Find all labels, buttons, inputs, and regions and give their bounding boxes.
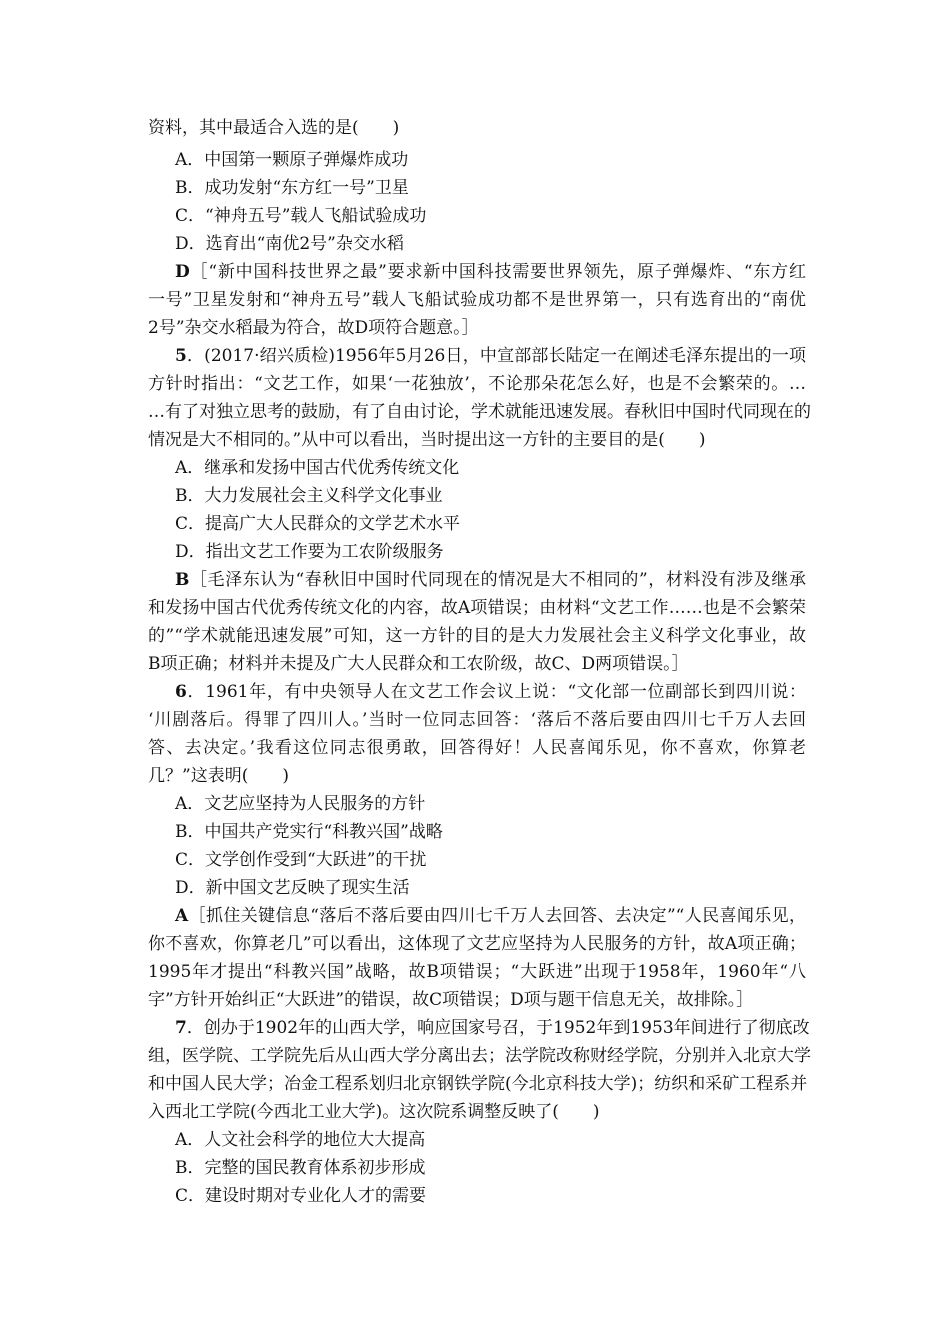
question-5-answer: B［毛泽东认为“春秋旧中国时代同现在的情况是大不相同的”，材料没有涉及继承 [175,570,806,590]
question-6-stem: ‘川剧落后。得罪了四川人。’当时一位同志回答：‘落后不落后要由四川七千万人去回 [148,710,806,730]
question-7-option-b: B．完整的国民教育体系初步形成 [175,1158,426,1178]
answer-letter: B [175,570,190,590]
question-4-explanation: 2号”杂交水稻最为符合，故D项符合题意。］ [148,318,479,338]
question-6-option-a: A．文艺应坚持为人民服务的方针 [175,794,426,814]
question-7-option-c: C．建设时期对专业化人才的需要 [175,1186,427,1206]
question-5-explanation: 的”“学术就能迅速发展”可知，这一方针的目的是大力发展社会主义科学文化事业，故 [148,626,806,646]
answer-letter: A [175,906,189,926]
question-number: 5 [175,346,187,366]
question-7-stem: 组，医学院、工学院先后从山西大学分离出去；法学院改称财经学院，分别并入北京大学 [148,1046,811,1066]
question-number: 6 [175,682,187,702]
question-5-option-a: A．继承和发扬中国古代优秀传统文化 [175,458,460,478]
question-4-explanation: 一号”卫星发射和“神舟五号”载人飞船试验成功都不是世界第一，只有选育出的“南优 [148,290,806,310]
question-4-option-b: B．成功发射“东方红一号”卫星 [175,178,409,198]
question-7-stem: 和中国人民大学；冶金工程系划归北京钢铁学院(今北京科技大学)；纺织和采矿工程系并 [148,1074,808,1094]
question-5-option-d: D．指出文艺工作要为工农阶级服务 [175,542,444,562]
question-6-stem: 6．1961年，有中央领导人在文艺工作会议上说：“文化部一位副部长到四川说： [175,682,806,702]
question-5-explanation: 和发扬中国古代优秀传统文化的内容，故A项错误；由材料“文艺工作……也是不会繁荣 [148,598,806,618]
question-6-stem: 几？”这表明( ) [148,766,289,786]
question-6-option-c: C．文学创作受到“大跃进”的干扰 [175,850,427,870]
answer-letter: D [175,262,190,282]
question-4-option-c: C．“神舟五号”载人飞船试验成功 [175,206,427,226]
question-6-explanation: 1995年才提出“科教兴国”战略，故B项错误；“大跃进”出现于1958年，1960年“八 [148,962,806,982]
question-4-option-a: A．中国第一颗原子弹爆炸成功 [175,150,409,170]
question-5-option-c: C．提高广大人民群众的文学艺术水平 [175,514,461,534]
question-6-option-b: B．中国共产党实行“科教兴国”战略 [175,822,443,842]
question-6-answer: A［抓住关键信息“落后不落后要由四川七千万人去回答、去决定”“人民喜闻乐见， [175,906,806,926]
question-7-stem: 入西北工学院(今西北工业大学)。这次院系调整反映了( ) [148,1102,600,1122]
question-6-explanation: 字”方针开始纠正“大跃进”的错误，故C项错误；D项与题干信息无关，故排除。］ [148,990,754,1010]
question-6-explanation: 你不喜欢，你算老几”可以看出，这体现了文艺应坚持为人民服务的方针，故A项正确； [148,934,806,954]
question-7-option-a: A．人文社会科学的地位大大提高 [175,1130,426,1150]
question-6-option-d: D．新中国文艺反映了现实生活 [175,878,410,898]
question-5-stem: 情况是大不相同的。”从中可以看出，当时提出这一方针的主要目的是( ) [148,430,706,450]
question-5-option-b: B．大力发展社会主义科学文化事业 [175,486,443,506]
question-7-stem: 7．创办于1902年的山西大学，响应国家号召，于1952年到1953年间进行了彻底改 [175,1018,810,1038]
question-4-answer: D［“新中国科技世界之最”要求新中国科技需要世界领先，原子弹爆炸、“东方红 [175,262,806,282]
question-4-stem-tail: 资料，其中最适合入选的是( ) [148,118,400,138]
question-6-stem: 答、去决定。’我看这位同志很勇敢，回答得好！人民喜闻乐见，你不喜欢，你算老 [148,738,806,758]
question-5-stem: …有了对独立思考的鼓励，有了自由讨论，学术就能迅速发展。春秋旧中国时代同现在的 [148,402,811,422]
question-5-explanation: B项正确；材料并未提及广大人民群众和工农阶级，故C、D两项错误。］ [148,654,689,674]
question-5-stem: 5．(2017·绍兴质检)1956年5月26日，中宣部部长陆定一在阐述毛泽东提出的一项 [175,346,806,366]
question-5-stem: 方针时指出：“文艺工作，如果‘一花独放’，不论那朵花怎么好，也是不会繁荣的。… [148,374,806,394]
question-number: 7 [175,1018,187,1038]
question-4-option-d: D．选育出“南优2号”杂交水稻 [175,234,404,254]
